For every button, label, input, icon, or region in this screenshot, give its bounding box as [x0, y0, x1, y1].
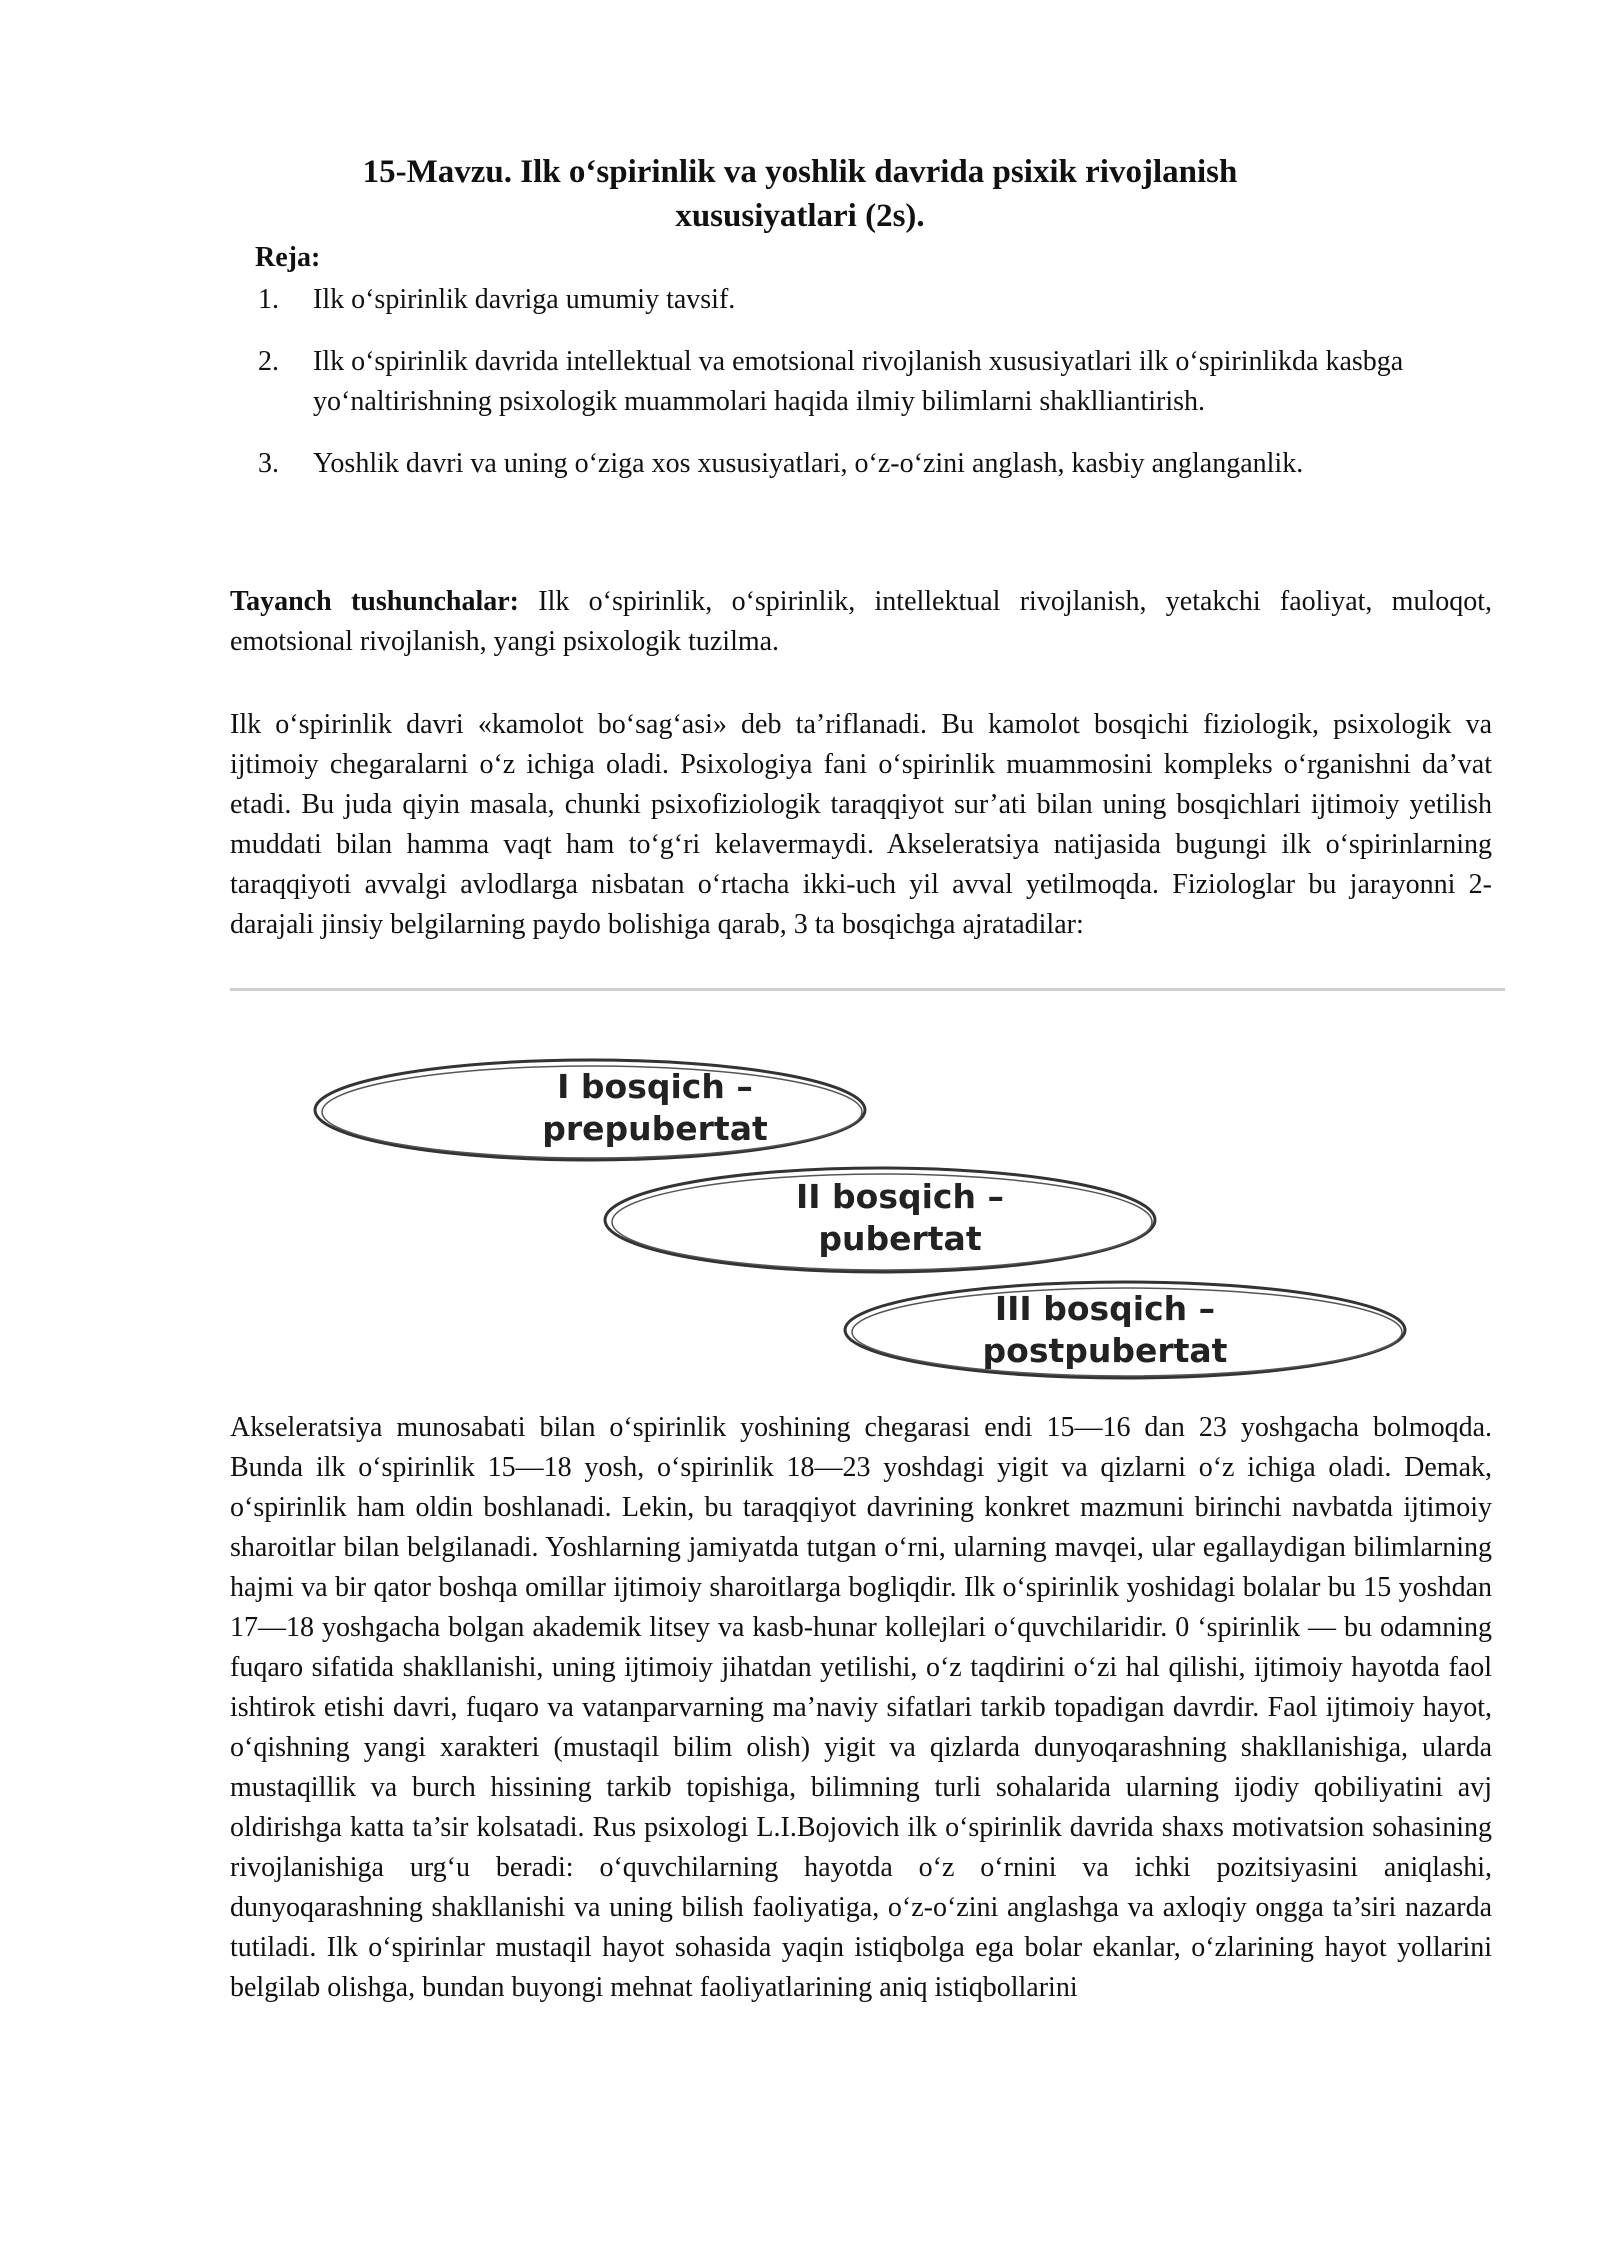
main-paragraph: Akseleratsiya munosabati bilan o‘spirinlik yoshining chegarasi endi 15—16 dan 23 yoshgacha bolmoqda. Bunda ilk o‘spirinlik 15—18 yosh, o‘spirinlik 18—23 yoshdagi yigit va qizlarni o‘z ichiga oladi. Demak, o‘spirinlik ham oldin boshlanadi. Lekin, bu taraqqiyot davrining konkret mazmuni birinchi navbatda ijtimoiy sharoitlar bilan belgilanadi. Yoshlarning jamiyatda tutgan o‘rni, ularning mavqei, ular egallaydigan bilimlarning hajmi va bir qator boshqa omillar ijtimoiy sharoitlarga bogliqdir. Ilk o‘spirinlik yoshidagi bolalar bu 15 yoshdan 17—18 yoshgacha bolgan akademik litsey va kasb-hunar kollejlari o‘quvchilaridir. 0 ‘spirinlik — bu odamning fuqaro sifatida shakllanishi, uning ijtimoiy jihatdan yetilishi, o‘z taqdirini o‘zi hal qilishi, ijtimoiy hayotda faol ishtirok etishi davri, fuqaro va vatanparvarning ma’naviy sifatlari tarkib topadigan davrdir. Faol ijtimoiy hayot, o‘qishning yangi xarakteri (mustaqil bilim olish) yigit va qizlarda dunyoqarashning shakllanishiga, ularda mustaqillik va burch hissining tarkib topishiga, bilimning turli sohalarida ularning ijodiy qobiliyatini avj oldirishga katta ta’sir kolsatadi. Rus psixologi L.I.Bojovich ilk o‘spirinlik davrida shaxs motivatsion sohasining rivojlanishiga urg‘u beradi: o‘quvchilarning hayotda o‘z o‘rnini va ichki pozitsiyasini aniqlashi, dunyoqarashning shakllanishi va uning bilish faoliyatiga, o‘z-o‘zini anglashga va axloqiy ongga ta’siri nazarda tutiladi. Ilk o‘spirinlar mustaqil hayot sohasida yaqin istiqbolga ega bolar ekanlar, o‘zlarining hayot yollarini belgilab olishga, bundan buyongi mehnat faoliyatlarining aniq istiqbollarini [230, 1412, 1492, 2003]
stage-1-line-1: I bosqich – [557, 1067, 753, 1106]
plan-list [258, 280, 1498, 506]
plan-label: Reja: [255, 242, 321, 273]
stage-ellipse-3 [845, 1282, 1405, 1378]
stage-2-line-2: pubertat [818, 1219, 982, 1258]
stage-1-line-2: prepubertat [542, 1109, 768, 1148]
plan-item [258, 444, 1498, 484]
stage-3-line-2: postpubertat [982, 1331, 1228, 1370]
stage-ellipse-2 [605, 1168, 1155, 1272]
keywords-paragraph [230, 582, 1492, 662]
plan-item [258, 280, 1498, 320]
plan-item-number: 2. [258, 346, 279, 377]
keywords-label: Tayanch tushunchalar: [230, 586, 519, 617]
section-divider [230, 988, 1505, 991]
stage-ellipse-1 [315, 1060, 865, 1160]
stage-2-line-1: II bosqich – [796, 1177, 1004, 1216]
intro-paragraph: Ilk o‘spirinlik davri «kamolot bo‘sag‘asi» deb ta’riflanadi. Bu kamolot bosqichi fiziologik, psixologik va ijtimoiy chegaralarni o‘z ichiga oladi. Psixologiya fani o‘spirinlik muammosini kompleks o‘rganishni da’vat etadi. Bu juda qiyin masala, chunki psixofiziologik taraqqiyot sur’ati bilan uning bosqichlari ijtimoiy yetilish muddati bilan hamma vaqt ham to‘g‘ri kelavermaydi. Akseleratsiya natijasida bugungi ilk o‘spirinlarning taraqqiyoti avvalgi avlodlarga nisbatan o‘rtacha ikki-uch yil avval yetilmoqda. Fiziologlar bu jarayonni 2-darajali jinsiy belgilarning paydo bolishiga qarab, 3 ta bosqichga ajratadilar: [230, 709, 1492, 940]
plan-item-text: Ilk o‘spirinlik davriga umumiy tavsif. [313, 284, 736, 315]
stages-diagram [300, 1040, 1430, 1380]
plan-item-text: Yoshlik davri va uning o‘ziga xos xususiyatlari, o‘z-o‘zini anglash, kasbiy anglanganlik. [313, 448, 1304, 479]
title-line-2: xususiyatlari (2s). [675, 198, 925, 234]
title-line-1: 15-Mavzu. Ilk o‘spirinlik va yoshlik davrida psixik rivojlanish [362, 154, 1238, 190]
plan-item-number: 3. [258, 448, 279, 479]
plan-item [258, 342, 1498, 422]
stage-3-line-1: III bosqich – [994, 1289, 1216, 1328]
keywords-text: Ilk o‘spirinlik, o‘spirinlik, intellektual rivojlanish, yetakchi faoliyat, muloqot, emotsional rivojlanish, yangi psixologik tuzilma. [230, 586, 1493, 657]
plan-item-number: 1. [258, 284, 279, 315]
plan-item-text: Ilk o‘spirinlik davrida intellektual va emotsional rivojlanish xususiyatlari ilk o‘spirinlikda kasbga yo‘naltirishning psixologik muammolari haqida ilmiy bilimlarni shaklliantirish. [313, 346, 1404, 417]
page-title [300, 150, 1300, 238]
